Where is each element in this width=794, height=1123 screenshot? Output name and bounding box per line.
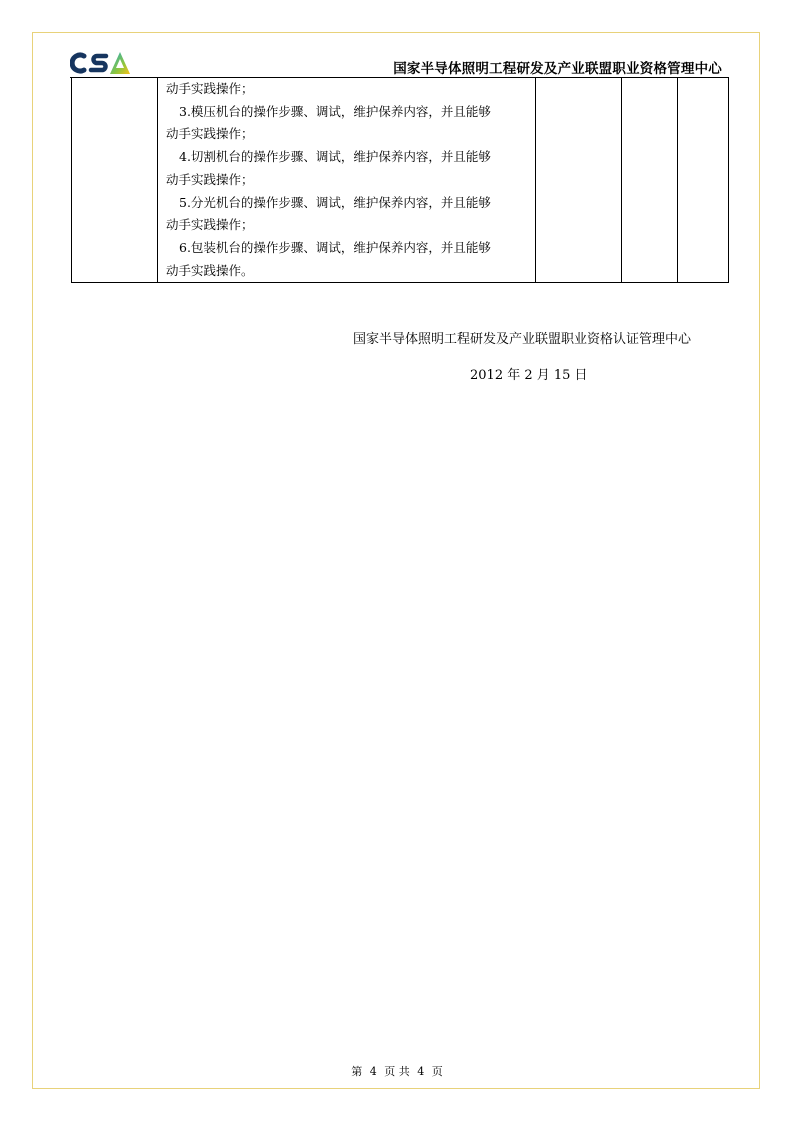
description-line: 动手实践操作； (166, 217, 254, 233)
signature-organization: 国家半导体照明工程研发及产业联盟职业资格认证管理中心 (353, 332, 692, 347)
footer-page-number: 4 (369, 1065, 377, 1078)
table-cell-empty (678, 78, 729, 283)
table-row (72, 78, 729, 283)
header-title: 国家半导体照明工程研发及产业联盟职业资格管理中心 (393, 61, 722, 77)
description-line: 动手实践操作； (166, 126, 254, 142)
description-line: 5.分光机台的操作步骤、调试，维护保养内容，并且能够 (179, 194, 491, 210)
footer-suffix: 页 (431, 1065, 443, 1078)
description-line: 动手实践操作； (166, 81, 254, 96)
page-header (70, 46, 724, 78)
table-cell-category (72, 78, 158, 283)
table-cell-description (158, 78, 536, 283)
table-cell-empty (622, 78, 678, 283)
description-line: 3.模压机台的操作步骤、调试，维护保养内容，并且能够 (179, 103, 491, 119)
page-footer (0, 1063, 794, 1079)
description-line: 4.切割机台的操作步骤、调试，维护保养内容，并且能够 (179, 149, 491, 165)
footer-mid: 页 共 (384, 1065, 410, 1078)
csa-logo (70, 50, 134, 76)
footer-prefix: 第 (351, 1065, 363, 1078)
table-cell-empty (536, 78, 622, 283)
description-line: 6.包装机台的操作步骤、调试，维护保养内容，并且能够 (179, 239, 491, 255)
course-table (71, 77, 729, 283)
signature-date: 2012 年 2 月 15 日 (470, 368, 588, 383)
description-line: 动手实践操作； (166, 171, 254, 187)
footer-total-pages: 4 (417, 1065, 425, 1078)
description-line: 动手实践操作。 (166, 262, 254, 278)
